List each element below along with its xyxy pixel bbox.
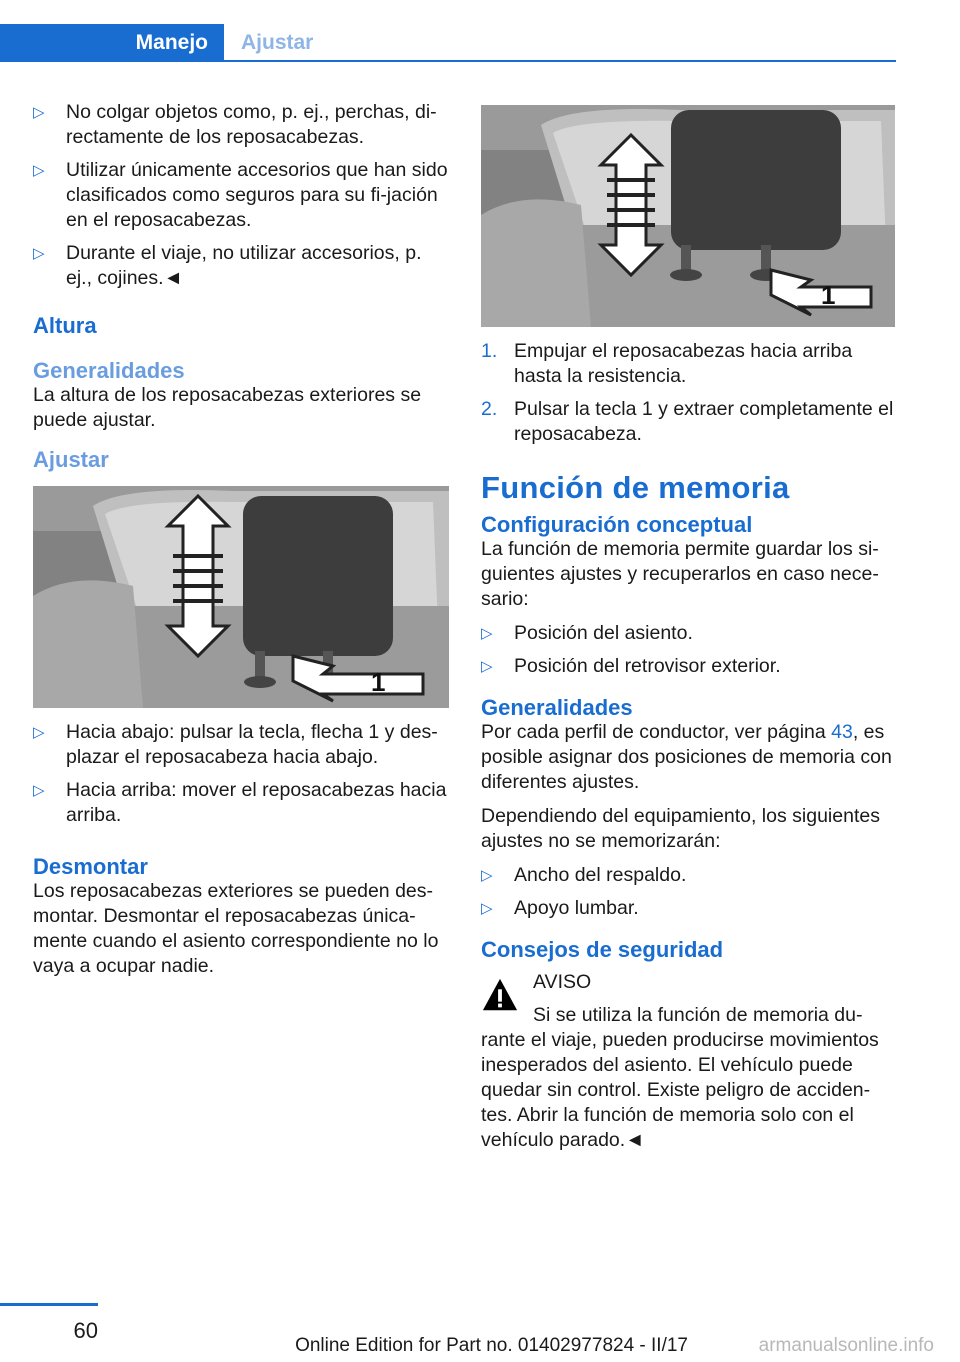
triangle-bullet-icon: ▷ — [33, 782, 45, 799]
paragraph-equipamiento: Dependiendo del equipamiento, los siguientes ajustes no se memorizarán: — [481, 805, 880, 852]
right-column — [481, 105, 895, 1153]
page-number: 60 — [73, 1318, 98, 1343]
paragraph-generalidades: La altura de los reposacabezas exteriores se puede ajustar. — [33, 384, 422, 431]
paragraph-desmontar: Los reposacabezas exteriores se pueden des-montar. Desmontar el reposacabezas única-mente cuando el asiento correspondiente no lo vaya a ocupar nadie. — [33, 880, 439, 977]
paragraph-generalidades-right: Por cada perfil de conductor, ver página 43, es posible asignar dos posiciones de memoria con diferentes ajustes. — [481, 721, 892, 793]
heading-generalidades: Generalidades — [33, 358, 185, 383]
heading-ajustar: Ajustar — [33, 447, 109, 472]
adjust-bullets — [33, 720, 449, 828]
list-item: ▷ Posición del retrovisor exterior. — [481, 655, 781, 677]
edition-text: Online Edition for Part no. 01402977824 - II/17 — [295, 1335, 688, 1356]
headrest-adjust-figure — [33, 486, 449, 708]
list-item: ▷ Posición del asiento. — [481, 622, 693, 644]
list-item: ▷ Apoyo lumbar. — [481, 897, 639, 919]
triangle-bullet-icon: ▷ — [481, 658, 493, 675]
not-saved-bullets — [481, 863, 895, 921]
removal-steps — [481, 339, 895, 447]
triangle-bullet-icon: ▷ — [33, 724, 45, 741]
header-divider — [0, 60, 896, 62]
paragraph-configuracion: La función de memoria permite guardar los si-guientes ajustes y recuperarlos en caso nece-sario: — [481, 538, 879, 610]
heading-generalidades-right: Generalidades — [481, 695, 633, 720]
list-item: 1. Empujar el reposacabezas hacia arriba hasta la resistencia. — [481, 340, 853, 387]
heading-configuracion: Configuración conceptual — [481, 512, 753, 537]
heading-consejos: Consejos de seguridad — [481, 937, 724, 962]
figure-label-1: 1 — [821, 280, 836, 310]
triangle-bullet-icon: ▷ — [33, 162, 45, 179]
tab-ajustar[interactable]: Ajustar — [224, 24, 896, 62]
warning-title: AVISO — [533, 971, 592, 993]
heading-desmontar: Desmontar — [33, 854, 148, 879]
list-item: ▷ No colgar objetos como, p. ej., perchas, di-rectamente de los reposacabezas. — [33, 101, 437, 148]
headrest-remove-figure — [481, 105, 895, 327]
tab-manejo[interactable]: Manejo — [0, 24, 224, 62]
watermark: armanualsonline.info — [758, 1335, 934, 1356]
footer-divider — [0, 1303, 98, 1306]
list-item: ▷ Durante el viaje, no utilizar accesorios, p. ej., cojines.◄ — [33, 242, 422, 289]
triangle-bullet-icon: ▷ — [33, 104, 45, 121]
warning-block — [481, 970, 895, 1153]
list-item: ▷ Ancho del respaldo. — [481, 864, 687, 886]
triangle-bullet-icon: ▷ — [481, 900, 493, 917]
triangle-bullet-icon: ▷ — [481, 625, 493, 642]
warning-text: Si se utiliza la función de memoria du-rante el viaje, pueden producirse movimientos inesperados del asiento. El vehículo puede quedar sin control. Existe peligro de acciden-tes. Abrir la función de memoria solo con el vehículo parado.◄ — [481, 1004, 879, 1151]
page-link-43[interactable]: 43 — [831, 721, 853, 743]
list-item: ▷ Utilizar únicamente accesorios que han sido clasificados como seguros para su fi-jación en el reposacabezas. — [33, 159, 448, 231]
chapter-header — [0, 24, 896, 62]
list-item: 2. Pulsar la tecla 1 y extraer completamente el reposacabeza. — [481, 398, 894, 445]
heading-funcion-memoria: Función de memoria — [481, 470, 790, 505]
heading-altura: Altura — [33, 313, 97, 338]
list-item: ▷ Hacia abajo: pulsar la tecla, flecha 1 y des-plazar el reposacabeza hacia abajo. — [33, 721, 438, 768]
triangle-bullet-icon: ▷ — [481, 867, 493, 884]
left-column — [33, 100, 449, 988]
warning-triangle-icon — [481, 976, 519, 1014]
triangle-bullet-icon: ▷ — [33, 245, 45, 262]
list-item: ▷ Hacia arriba: mover el reposacabezas hacia arriba. — [33, 779, 447, 826]
config-bullets — [481, 621, 895, 679]
figure-label-1: 1 — [371, 667, 386, 697]
warning-bullets — [33, 100, 449, 291]
